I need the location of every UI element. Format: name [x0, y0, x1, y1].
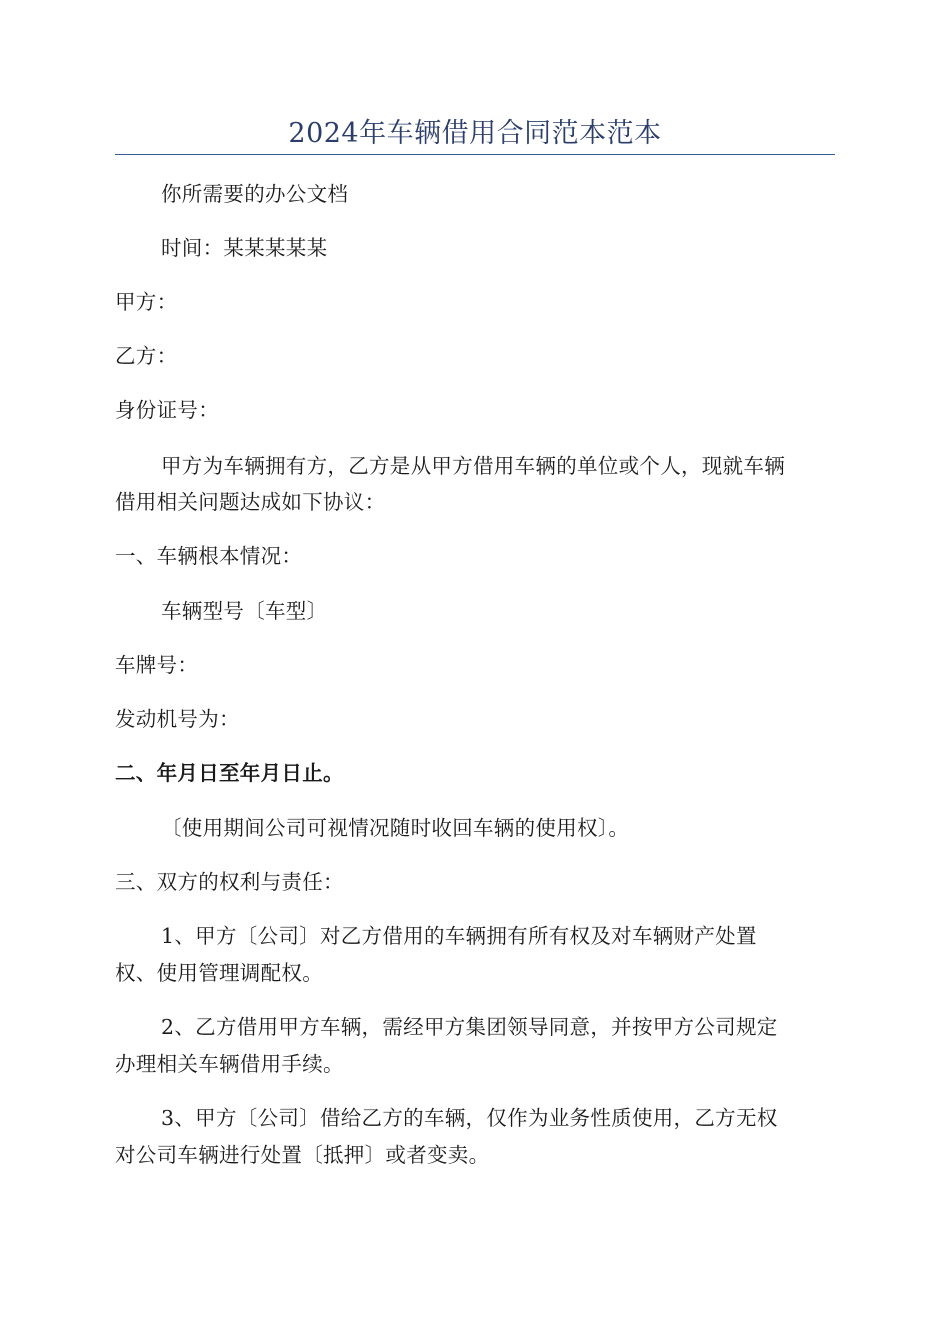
clause2-line1: 2、乙方借用甲方车辆，需经甲方集团领导同意，并按甲方公司规定	[161, 1015, 778, 1039]
clause3-line2: 对公司车辆进行处置〔抵押〕或者变卖。	[115, 1143, 490, 1167]
section2-heading: 二、年月日至年月日止。	[115, 761, 344, 785]
clause2-line2: 办理相关车辆借用手续。	[115, 1052, 344, 1076]
document-title: 2024年车辆借用合同范本范本	[288, 118, 662, 149]
section2-note: 〔使用期间公司可视情况随时收回车辆的使用权〕。	[161, 816, 630, 840]
intro-paragraph-line2: 借用相关问题达成如下协议：	[115, 490, 386, 514]
section1-heading: 一、车辆根本情况：	[115, 544, 303, 568]
clause1-line1: 1、甲方〔公司〕对乙方借用的车辆拥有所有权及对车辆财产处置	[161, 924, 757, 948]
clause1-line2: 权、使用管理调配权。	[115, 961, 323, 985]
subtitle: 你所需要的办公文档	[161, 182, 349, 206]
vehicle-model-line: 车辆型号〔车型〕	[161, 599, 328, 623]
engine-number-label: 发动机号为：	[115, 707, 240, 731]
time-line: 时间：某某某某某	[161, 236, 328, 260]
title-underline	[115, 154, 835, 155]
party-b-label: 乙方：	[115, 344, 178, 368]
intro-paragraph-line1: 甲方为车辆拥有方，乙方是从甲方借用车辆的单位或个人，现就车辆	[161, 454, 785, 478]
section3-heading: 三、双方的权利与责任：	[115, 870, 344, 894]
plate-number-label: 车牌号：	[115, 653, 199, 677]
id-number-label: 身份证号：	[115, 398, 219, 422]
clause3-line1: 3、甲方〔公司〕借给乙方的车辆，仅作为业务性质使用，乙方无权	[161, 1106, 778, 1130]
party-a-label: 甲方：	[115, 290, 178, 314]
